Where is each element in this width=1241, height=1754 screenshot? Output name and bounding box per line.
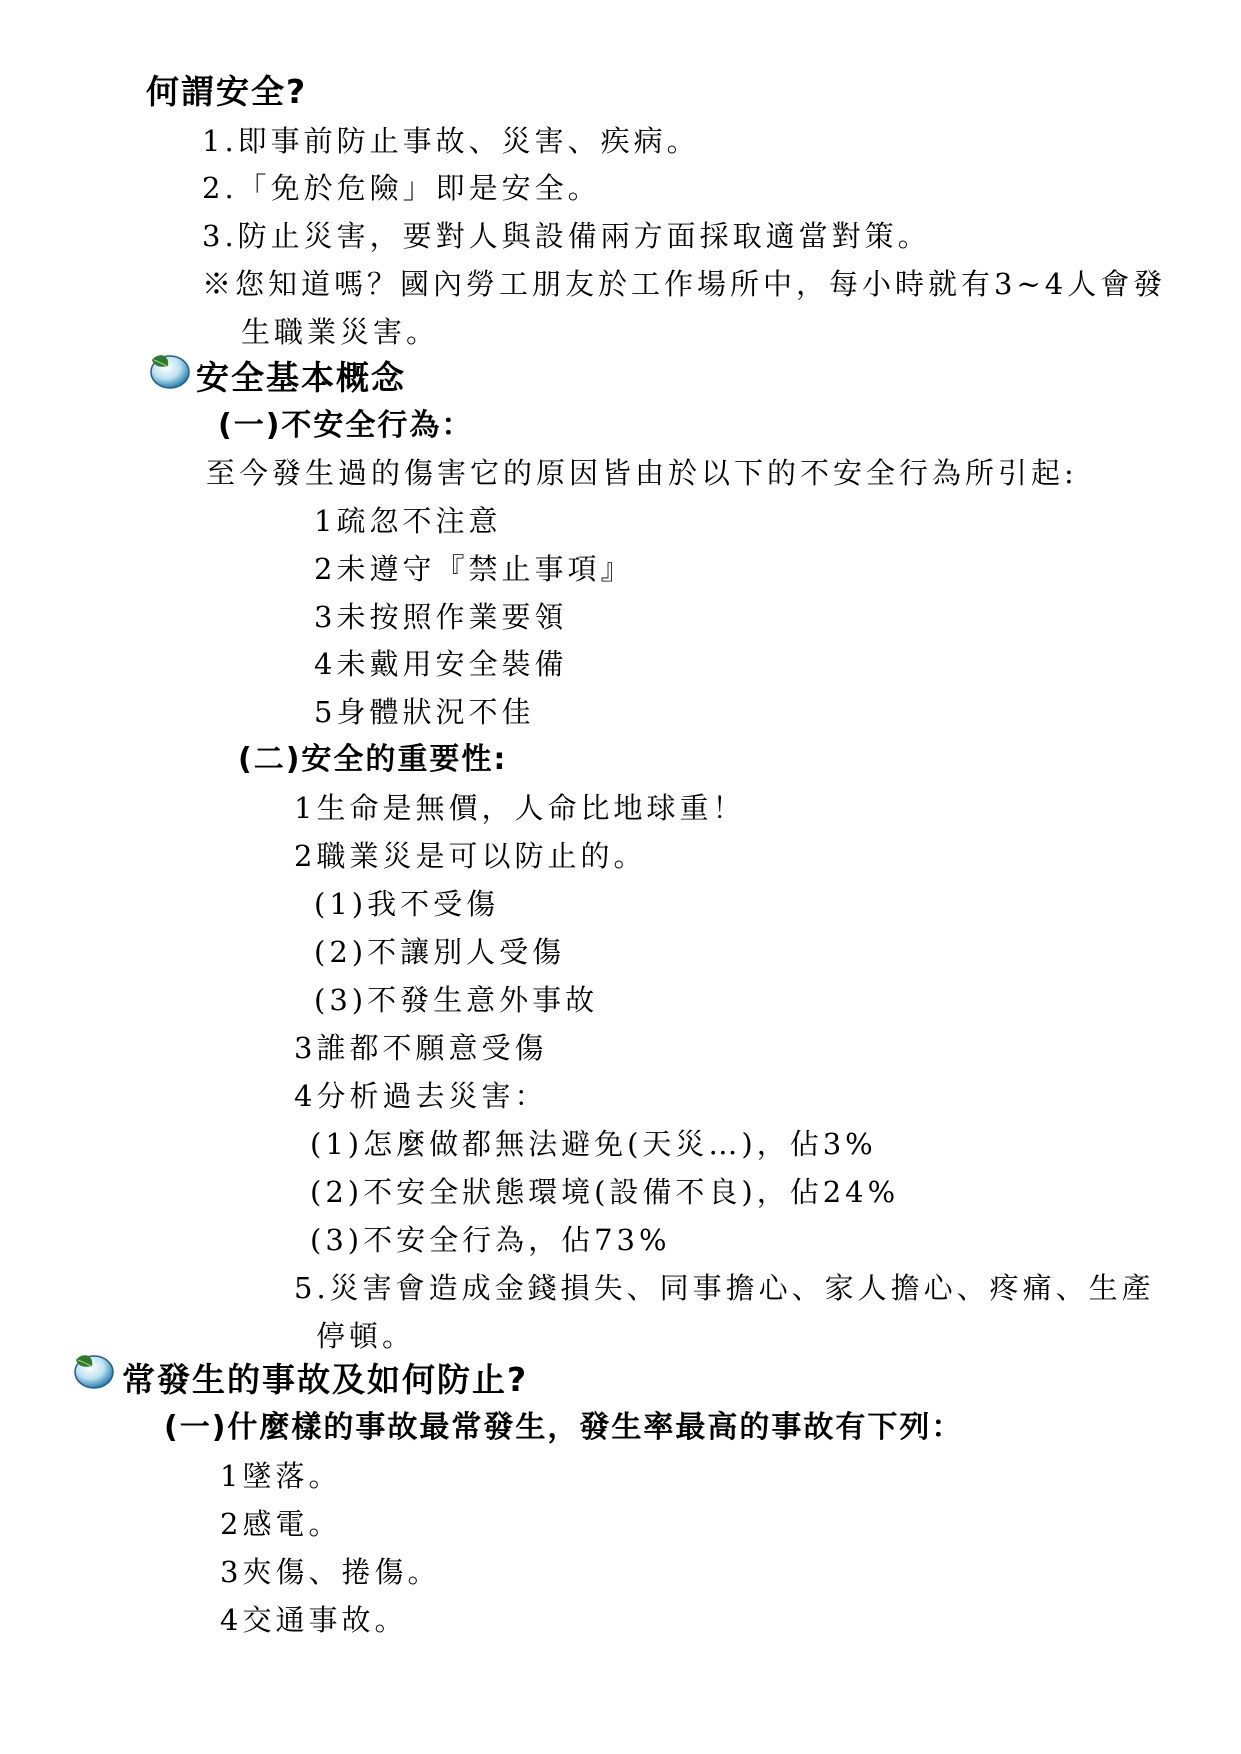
importance-item-4-2: (2)不安全狀態環境(設備不良)，佔24% <box>310 1175 900 1209</box>
safety-item-3: 3.防止災害，要對人與設備兩方面採取適當對策。 <box>202 219 931 253</box>
accident-item-1: 1墜落。 <box>220 1459 342 1493</box>
did-you-know-note-cont: 生職業災害。 <box>241 315 440 349</box>
importance-item-4: 4分析過去災害： <box>294 1079 548 1113</box>
unsafe-item-5: 5身體狀況不佳 <box>314 695 535 729</box>
importance-item-4-1: (1)怎麼做都無法避免(天災…)，佔3% <box>310 1127 877 1161</box>
importance-item-2-2: (2)不讓別人受傷 <box>314 935 566 969</box>
importance-item-1: 1生命是無價，人命比地球重！ <box>294 791 746 825</box>
heading-what-is-safety: 何謂安全? <box>146 72 308 111</box>
leaf-globe-icon <box>70 1350 114 1390</box>
unsafe-item-4: 4未戴用安全裝備 <box>314 647 568 681</box>
heading-common-accidents: 常發生的事故及如何防止? <box>122 1360 529 1399</box>
subheading-importance: (二)安全的重要性: <box>238 742 508 777</box>
subheading-unsafe-behavior: (一)不安全行為： <box>218 408 474 443</box>
accident-item-3: 3夾傷、捲傷。 <box>220 1555 441 1589</box>
importance-item-5: 5.災害會造成金錢損失、同事擔心、家人擔心、疼痛、生產 <box>294 1271 1155 1305</box>
subheading-most-common-accidents: (一)什麼樣的事故最常發生，發生率最高的事故有下列： <box>164 1410 964 1445</box>
safety-item-1: 1.即事前防止事故、災害、疾病。 <box>202 124 700 158</box>
safety-item-2: 2.「免於危險」即是安全。 <box>202 171 601 205</box>
leaf-globe-icon <box>146 350 190 390</box>
did-you-know-note: ※您知道嗎？國內勞工朋友於工作場所中，每小時就有3~4人會發 <box>202 267 1167 301</box>
heading-basic-concepts: 安全基本概念 <box>196 358 406 397</box>
accident-item-4: 4交通事故。 <box>220 1603 408 1637</box>
importance-item-2-3: (3)不發生意外事故 <box>314 983 599 1017</box>
unsafe-item-2: 2未遵守『禁止事項』 <box>314 552 634 586</box>
accident-item-2: 2感電。 <box>220 1507 342 1541</box>
unsafe-behavior-intro: 至今發生過的傷害它的原因皆由於以下的不安全行為所引起: <box>206 456 1078 490</box>
importance-item-4-3: (3)不安全行為，佔73% <box>310 1223 671 1257</box>
unsafe-item-1: 1疏忽不注意 <box>314 504 502 538</box>
importance-item-2: 2職業災是可以防止的。 <box>294 839 647 873</box>
importance-item-2-1: (1)我不受傷 <box>314 887 500 921</box>
importance-item-3: 3誰都不願意受傷 <box>294 1031 548 1065</box>
unsafe-item-3: 3未按照作業要領 <box>314 600 568 634</box>
importance-item-5-cont: 停頓。 <box>316 1319 416 1353</box>
